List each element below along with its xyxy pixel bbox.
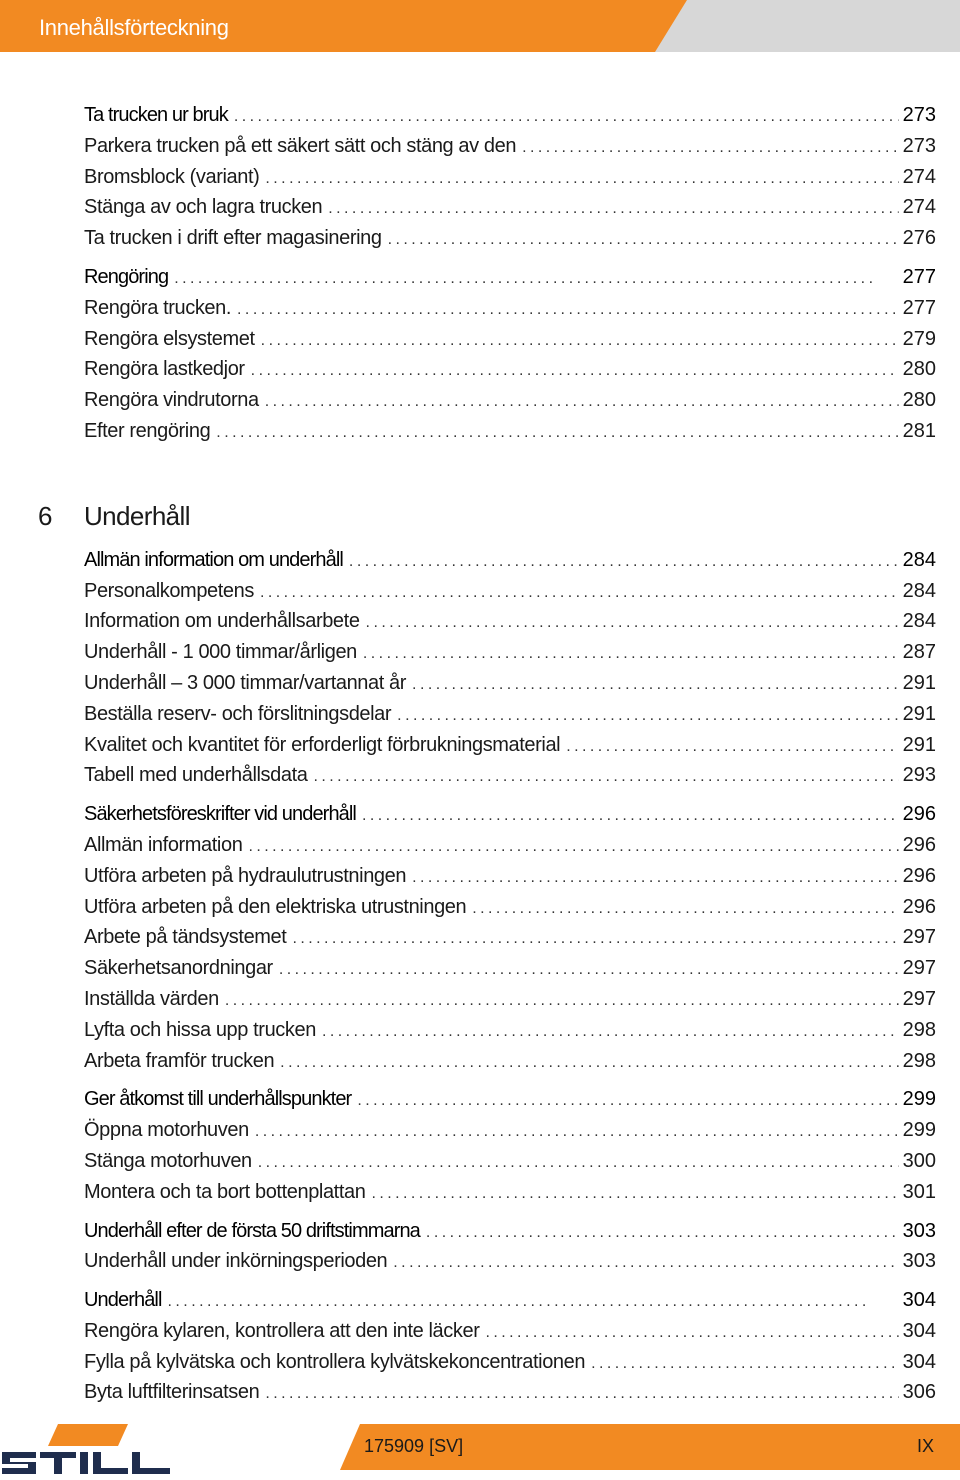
- toc-entry-label: Säkerhetsföreskrifter vid underhåll: [84, 803, 356, 826]
- toc-entry-label: Inställda värden: [84, 987, 219, 1010]
- chapter-title: Underhåll: [84, 500, 190, 531]
- page-title: Innehållsförteckning: [39, 15, 229, 40]
- dot-leader: [388, 231, 899, 249]
- toc-entry-label: Underhåll efter de första 50 driftstimmarna: [84, 1219, 420, 1242]
- toc-entry-label: Stänga av och lagra trucken: [84, 196, 323, 219]
- toc-page-number: 297: [902, 926, 936, 949]
- toc-entry-label: Rengöra kylaren, kontrollera att den inte läcker: [84, 1319, 480, 1342]
- dot-leader: [322, 1023, 899, 1041]
- toc-entry-row[interactable]: [84, 166, 936, 197]
- toc-page-number: 297: [902, 987, 936, 1010]
- toc-page-number: 277: [902, 296, 936, 319]
- dot-leader: [292, 930, 898, 948]
- still-logo: [0, 1424, 190, 1480]
- toc-entry-label: Stänga motorhuven: [84, 1149, 252, 1172]
- dot-leader: [363, 645, 899, 663]
- toc-page-number: 306: [902, 1381, 936, 1404]
- dot-leader: [248, 838, 898, 856]
- dot-leader: [485, 1324, 898, 1342]
- toc-entry-label: Ger åtkomst till underhållspunkter: [84, 1088, 352, 1111]
- toc-page-number: 293: [902, 764, 936, 787]
- toc-page-number: 274: [902, 196, 936, 219]
- toc-entry-row[interactable]: [84, 1019, 936, 1050]
- dot-leader: [362, 807, 899, 825]
- toc-entry-row[interactable]: [84, 1050, 936, 1081]
- toc-heading-row[interactable]: [84, 1289, 936, 1320]
- page-header: [0, 0, 960, 52]
- toc-entry-row[interactable]: [84, 135, 936, 166]
- toc-entry-row[interactable]: [84, 641, 936, 672]
- toc-page-number: 296: [902, 803, 936, 826]
- toc-entry-row[interactable]: [84, 896, 936, 927]
- toc-entry-label: Öppna motorhuven: [84, 1119, 249, 1142]
- toc-heading-row[interactable]: [84, 104, 936, 135]
- dot-leader: [357, 1092, 898, 1110]
- toc-page-number: 281: [902, 419, 936, 442]
- dot-leader: [265, 170, 898, 188]
- dot-leader: [412, 676, 899, 694]
- toc-entry-label: Information om underhållsarbete: [84, 610, 360, 633]
- toc-entry-row[interactable]: [84, 1250, 936, 1281]
- dot-leader: [265, 393, 899, 411]
- toc-entry-label: Arbete på tändsystemet: [84, 926, 287, 949]
- dot-leader: [225, 992, 899, 1010]
- toc-entry-row[interactable]: [84, 1119, 936, 1150]
- chapter-number: 6: [38, 500, 53, 531]
- dot-leader: [234, 108, 899, 126]
- toc-section: [84, 1220, 936, 1282]
- toc-entry-label: Rengöra lastkedjor: [84, 358, 245, 381]
- toc-section: [84, 549, 936, 795]
- toc-entry-label: Personalkompetens: [84, 579, 254, 602]
- toc-entry-row[interactable]: [84, 988, 936, 1019]
- toc-page-number: 300: [902, 1149, 936, 1172]
- toc-entry-row[interactable]: [84, 610, 936, 641]
- toc-entry-label: Byta luftfilterinsatsen: [84, 1381, 260, 1404]
- toc-page-number: 303: [902, 1250, 936, 1273]
- toc-page-number: 287: [902, 641, 936, 664]
- toc-entry-row[interactable]: [84, 1381, 936, 1412]
- toc-entry-row[interactable]: [84, 420, 936, 451]
- toc-page-number: 299: [902, 1119, 936, 1142]
- toc-entry-label: Utföra arbeten på den elektriska utrustningen: [84, 895, 467, 918]
- toc-section: [84, 1289, 936, 1412]
- toc-page-number: 273: [902, 134, 936, 157]
- toc-page-number: 298: [902, 1049, 936, 1072]
- toc-entry-label: Rengöra elsystemet: [84, 327, 255, 350]
- toc-entry-label: Parkera trucken på ett säkert sätt och stäng av den: [84, 134, 517, 157]
- toc-entry-label: Arbeta framför trucken: [84, 1049, 275, 1072]
- toc-entry-row[interactable]: [84, 358, 936, 389]
- toc-heading-row[interactable]: [84, 803, 936, 834]
- dot-leader: [397, 707, 898, 725]
- toc-heading-row[interactable]: [84, 549, 936, 580]
- toc-entry-row[interactable]: [84, 196, 936, 227]
- toc-page-number: 296: [902, 833, 936, 856]
- toc-page-number: 301: [902, 1180, 936, 1203]
- toc-entry-label: Underhåll – 3 000 timmar/vartannat år: [84, 671, 407, 694]
- toc-entry-label: Rengöring: [84, 265, 169, 288]
- toc-page-number: 299: [902, 1088, 936, 1111]
- dot-leader: [258, 1154, 899, 1172]
- toc-entry-row[interactable]: [84, 328, 936, 359]
- toc-page-number: 297: [902, 957, 936, 980]
- table-of-contents: [38, 104, 936, 1412]
- toc-page-number: 303: [902, 1219, 936, 1242]
- toc-entry-row[interactable]: [84, 703, 936, 734]
- toc-page-number: 304: [902, 1350, 936, 1373]
- toc-entry-row[interactable]: [84, 734, 936, 765]
- toc-entry-label: Allmän information om underhåll: [84, 548, 343, 571]
- dot-leader: [349, 553, 899, 571]
- dot-leader: [280, 1054, 898, 1072]
- dot-leader: [314, 768, 899, 786]
- dot-leader: [328, 200, 898, 218]
- toc-entry-row[interactable]: [84, 834, 936, 865]
- page-number: IX: [916, 1436, 934, 1456]
- toc-page-number: 280: [902, 358, 936, 381]
- toc-entry-label: Underhåll - 1 000 timmar/årligen: [84, 641, 357, 664]
- toc-page-number: 291: [902, 671, 936, 694]
- toc-section: [84, 803, 936, 1080]
- toc-entry-row[interactable]: [84, 580, 936, 611]
- toc-entry-row[interactable]: [84, 957, 936, 988]
- toc-entry-label: Bromsblock (variant): [84, 165, 260, 188]
- toc-entry-label: Montera och ta bort bottenplattan: [84, 1180, 366, 1203]
- toc-entry-label: Rengöra vindrutorna: [84, 389, 259, 412]
- toc-section: [84, 1088, 936, 1211]
- toc-page-number: 284: [902, 610, 936, 633]
- toc-page-number: 291: [902, 733, 936, 756]
- document-number: 175909 [SV]: [364, 1436, 464, 1456]
- toc-entry-row[interactable]: [84, 672, 936, 703]
- dot-leader: [255, 1123, 899, 1141]
- toc-entry-row[interactable]: [84, 227, 936, 258]
- toc-page-number: 276: [902, 227, 936, 250]
- dot-leader: [174, 270, 898, 288]
- toc-page-number: 298: [902, 1018, 936, 1041]
- toc-entry-label: Underhåll: [84, 1289, 162, 1312]
- toc-heading-row[interactable]: [84, 266, 936, 297]
- toc-entry-label: Ta trucken i drift efter magasinering: [84, 227, 382, 250]
- toc-section: [84, 104, 936, 258]
- dot-leader: [261, 332, 899, 350]
- dot-leader: [522, 139, 899, 157]
- toc-page-number: 284: [902, 579, 936, 602]
- toc-entry-label: Rengöra trucken.: [84, 296, 232, 319]
- toc-entry-label: Beställa reserv- och förslitningsdelar: [84, 702, 392, 725]
- toc-entry-row[interactable]: [84, 865, 936, 896]
- toc-page-number: 304: [902, 1319, 936, 1342]
- dot-leader: [366, 614, 899, 632]
- dot-leader: [566, 738, 898, 756]
- dot-leader: [216, 424, 898, 442]
- dot-leader: [251, 362, 899, 380]
- page-footer: [0, 1424, 960, 1480]
- toc-page-number: 280: [902, 389, 936, 412]
- dot-leader: [591, 1355, 899, 1373]
- toc-page-number: 304: [902, 1289, 936, 1312]
- dot-leader: [237, 301, 899, 319]
- dot-leader: [279, 961, 899, 979]
- toc-page-number: 274: [902, 165, 936, 188]
- dot-leader: [265, 1385, 898, 1403]
- toc-entry-label: Fylla på kylvätska och kontrollera kylvätskekoncentrationen: [84, 1350, 586, 1373]
- toc-entry-row[interactable]: [84, 1320, 936, 1351]
- toc-heading-row[interactable]: [84, 1220, 936, 1251]
- toc-heading-row[interactable]: [84, 1088, 936, 1119]
- toc-entry-label: Underhåll under inkörningsperioden: [84, 1250, 388, 1273]
- dot-leader: [412, 869, 899, 887]
- toc-entry-label: Kvalitet och kvantitet för erforderligt förbrukningsmaterial: [84, 733, 561, 756]
- toc-page-number: 279: [902, 327, 936, 350]
- dot-leader: [260, 584, 899, 602]
- toc-entry-row[interactable]: [84, 926, 936, 957]
- toc-page-number: 273: [902, 104, 936, 126]
- toc-entry-row[interactable]: [84, 764, 936, 795]
- toc-entry-row[interactable]: [84, 1150, 936, 1181]
- toc-page-number: 284: [902, 548, 936, 571]
- toc-page-number: 277: [902, 265, 936, 288]
- dot-leader: [426, 1224, 899, 1242]
- toc-entry-label: Utföra arbeten på hydraulutrustningen: [84, 864, 407, 887]
- toc-entry-row[interactable]: [84, 1181, 936, 1212]
- toc-page-number: 296: [902, 895, 936, 918]
- toc-page-number: 296: [902, 864, 936, 887]
- toc-entry-label: Tabell med underhållsdata: [84, 764, 308, 787]
- toc-entry-label: Efter rengöring: [84, 419, 211, 442]
- dot-leader: [168, 1293, 899, 1311]
- toc-section: [84, 266, 936, 451]
- toc-entry-row[interactable]: [84, 297, 936, 328]
- dot-leader: [393, 1254, 898, 1272]
- toc-page-number: 291: [902, 702, 936, 725]
- toc-entry-label: Säkerhetsanordningar: [84, 957, 273, 980]
- toc-entry-label: Allmän information: [84, 833, 243, 856]
- dot-leader: [472, 900, 898, 918]
- toc-entry-row[interactable]: [84, 1351, 936, 1382]
- toc-entry-label: Lyfta och hissa upp trucken: [84, 1018, 316, 1041]
- toc-entry-row[interactable]: [84, 389, 936, 420]
- chapter-heading: [38, 491, 936, 549]
- dot-leader: [371, 1185, 898, 1203]
- toc-entry-label: Ta trucken ur bruk: [84, 104, 228, 126]
